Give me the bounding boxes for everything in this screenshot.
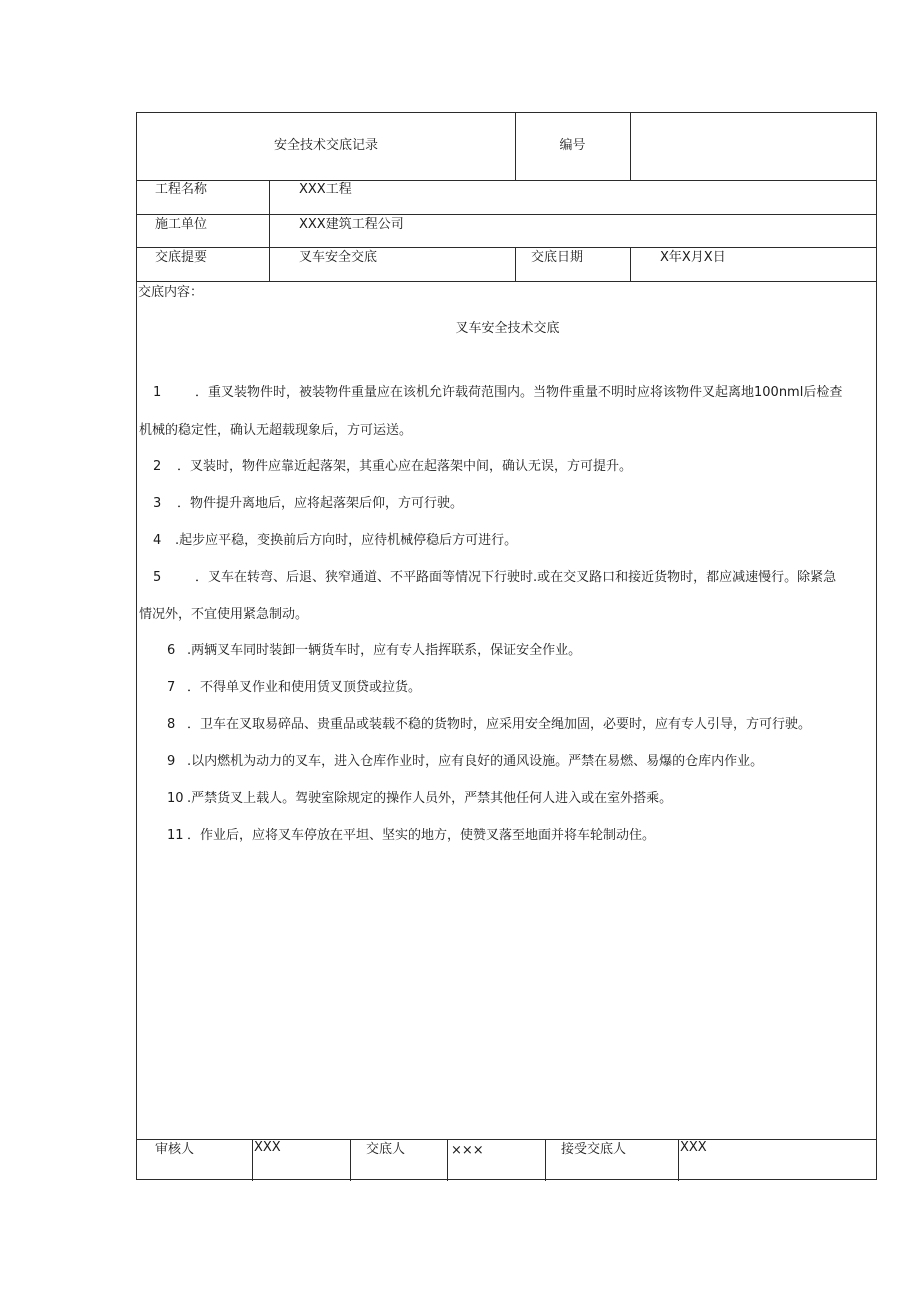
project-name-value: XXX工程 xyxy=(299,182,352,197)
col-divider xyxy=(678,1139,679,1181)
row-divider xyxy=(137,281,876,282)
project-name-label: 工程名称 xyxy=(155,182,208,197)
col-divider xyxy=(515,247,516,281)
item-number: 7 xyxy=(167,680,176,695)
col-divider xyxy=(252,1139,253,1181)
summary-value: 叉车安全交底 xyxy=(299,250,378,265)
item-text: ．叉车在转弯、后退、狭窄通道、不平路面等情况下行驶时.或在交叉路口和接近货物时，都应减速慢行。除紧急 xyxy=(195,570,837,585)
item-number: 9 xyxy=(167,754,176,769)
receiver-label: 接受交底人 xyxy=(561,1142,627,1157)
date-value: X年X月X日 xyxy=(660,250,726,265)
item-number: 8 xyxy=(167,717,176,732)
item-text: ．叉装时，物件应靠近起落架，其重心应在起落架中间，确认无误，方可提升。 xyxy=(177,459,633,474)
discloser-label: 交底人 xyxy=(366,1142,406,1157)
list-item xyxy=(139,717,877,733)
list-item xyxy=(139,459,877,475)
summary-label: 交底提要 xyxy=(155,250,208,265)
list-item-continuation: 机械的稳定性，确认无超载现象后，方可运送。 xyxy=(139,423,413,438)
list-item xyxy=(139,496,877,512)
item-text: .起步应平稳，变换前后方向时，应待机械停稳后方可进行。 xyxy=(175,533,518,548)
content-title: 叉车安全技术交底 xyxy=(455,321,560,336)
item-number: 1 xyxy=(153,385,162,400)
content-label: 交底内容： xyxy=(138,285,204,300)
list-item xyxy=(139,791,877,807)
receiver-value: XXX xyxy=(680,1140,707,1155)
item-number: 10 xyxy=(167,791,184,806)
item-text: .两辆叉车同时装卸一辆货车时，应有专人指挥联系，保证安全作业。 xyxy=(187,643,582,658)
list-item-continuation: 情况外，不宜使用紧急制动。 xyxy=(139,607,309,622)
row-divider xyxy=(137,214,876,215)
list-item xyxy=(139,570,877,586)
item-number: 11 xyxy=(167,828,184,843)
col-divider xyxy=(630,113,631,180)
col-divider xyxy=(269,180,270,281)
list-item xyxy=(139,828,877,844)
list-item xyxy=(139,754,877,770)
item-number: 4 xyxy=(153,533,162,548)
item-number: 6 xyxy=(167,643,176,658)
item-text: ．重叉装物件时，被装物件重量应在该机允许载荷范围内。当物件重量不明时应将该物件叉起离地100nml后检查 xyxy=(195,385,843,400)
item-number: 5 xyxy=(153,570,162,585)
list-item xyxy=(139,643,877,659)
item-text: .严禁货叉上载人。驾驶室除规定的操作人员外，严禁其他任何人进入或在室外搭乘。 xyxy=(187,791,673,806)
construction-unit-value: XXX建筑工程公司 xyxy=(299,217,404,232)
list-item xyxy=(139,533,877,549)
list-item xyxy=(139,680,877,696)
col-divider xyxy=(447,1139,448,1181)
item-number: 3 xyxy=(153,496,162,511)
construction-unit-label: 施工单位 xyxy=(155,217,208,232)
reviewer-value: XXX xyxy=(254,1140,281,1155)
discloser-value: ××× xyxy=(451,1143,484,1158)
col-divider xyxy=(350,1139,351,1181)
col-divider xyxy=(545,1139,546,1181)
item-text: ．作业后，应将叉车停放在平坦、坚实的地方，使赞叉落至地面并将车轮制动住。 xyxy=(187,828,656,843)
list-item xyxy=(139,385,877,401)
row-divider xyxy=(137,180,876,181)
item-number: 2 xyxy=(153,459,162,474)
disclosure-record-form xyxy=(136,112,877,1180)
row-divider xyxy=(137,1139,876,1140)
date-label: 交底日期 xyxy=(531,250,584,265)
col-divider xyxy=(630,247,631,281)
number-label: 编号 xyxy=(559,138,586,153)
item-text: ．物件提升离地后，应将起落架后仰，方可行驶。 xyxy=(177,496,464,511)
row-divider xyxy=(137,247,876,248)
item-text: ．卫车在叉取易碎品、贵重品或装载不稳的货物时，应采用安全绳加固，必要时，应有专人引导，方可行驶。 xyxy=(187,717,812,732)
item-text: ．不得单叉作业和使用赁叉顶贷或拉货。 xyxy=(187,680,422,695)
item-text: .以内燃机为动力的叉车，进入仓库作业时，应有良好的通风设施。严禁在易燃、易爆的仓库内作业。 xyxy=(187,754,764,769)
reviewer-label: 审核人 xyxy=(155,1142,195,1157)
form-title: 安全技术交底记录 xyxy=(273,138,378,153)
